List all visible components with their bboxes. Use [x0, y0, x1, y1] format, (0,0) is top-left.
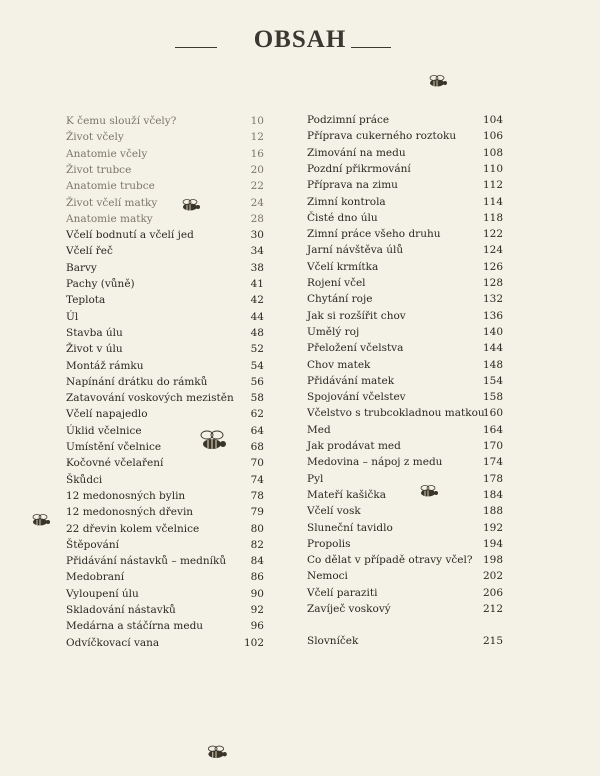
toc-entry-title: Odvíčkovací vana — [66, 636, 160, 649]
toc-entry-page: 30 — [250, 229, 264, 242]
toc-entry-title: Umístění včelnice — [66, 441, 162, 453]
toc-entry-title: Umělý roj — [307, 325, 360, 338]
toc-entry-page: 52 — [250, 343, 264, 356]
toc-entry-title: Včelí bodnutí a včelí jed — [66, 229, 194, 242]
toc-entry-page: 136 — [482, 309, 503, 322]
toc-entry — [66, 115, 264, 131]
toc-entry-page: 96 — [250, 620, 264, 633]
toc-entry-title: Včelstvo s trubcokladnou matkou — [307, 407, 485, 420]
toc-entry — [307, 326, 503, 342]
toc-entry-page: 12 — [250, 131, 264, 144]
toc-entry — [66, 392, 264, 408]
toc-entry — [66, 262, 264, 278]
toc-entry-page: 48 — [250, 326, 264, 339]
toc-entry — [66, 180, 264, 196]
toc-entry-page: 212 — [482, 603, 503, 615]
toc-entry-title: Vyloupení úlu — [66, 587, 139, 600]
toc-entry — [66, 637, 264, 653]
toc-entry-title: 22 dřevin kolem včelnice — [66, 522, 200, 535]
toc-entry-title: Montáž rámku — [66, 359, 144, 372]
toc-entry-page: 70 — [250, 457, 264, 470]
toc-entry — [66, 294, 264, 310]
toc-entry-page: 194 — [482, 537, 503, 550]
toc-entry — [66, 457, 264, 473]
toc-entry-title: Včelí napajedlo — [66, 408, 148, 421]
toc-entry — [66, 148, 264, 164]
toc-entry — [66, 213, 264, 229]
toc-entry-title: Příprava na zimu — [307, 179, 398, 192]
toc-entry-page: 108 — [482, 146, 503, 159]
toc-entry — [307, 130, 503, 146]
toc-entry-title: Medárna a stáčírna medu — [66, 620, 204, 633]
toc-entry-page: 34 — [250, 245, 264, 258]
toc-entry-title: Škůdci — [66, 473, 103, 486]
toc-entry-title: Medobraní — [66, 571, 125, 584]
toc-entry-title: Chytání roje — [307, 293, 373, 306]
toc-entry — [307, 522, 503, 538]
toc-entry-title: Sluneční tavidlo — [307, 521, 393, 534]
toc-entry-title: 12 medonosných dřevin — [66, 506, 194, 519]
toc-entry-page: 215 — [482, 635, 503, 648]
toc-entry-title: K čemu slouží včely? — [66, 115, 177, 127]
toc-entry-page: 16 — [250, 147, 264, 160]
toc-entry-page: 178 — [482, 472, 503, 485]
toc-entry-title: Život trubce — [66, 163, 132, 176]
toc-entry-page: 41 — [250, 278, 264, 290]
toc-entry — [66, 278, 264, 294]
toc-entry-page: 170 — [482, 440, 503, 452]
bee-icon — [416, 483, 440, 499]
toc-entry-page: 110 — [482, 162, 503, 175]
toc-entry-page: 78 — [250, 489, 264, 502]
toc-entry — [307, 505, 503, 521]
toc-entry — [307, 244, 503, 260]
toc-entry-page: 82 — [250, 538, 264, 551]
toc-entry — [307, 424, 503, 440]
toc-entry-title: Zimní kontrola — [307, 195, 386, 208]
bee-icon — [196, 428, 228, 454]
toc-entry — [66, 604, 264, 620]
toc-entry — [66, 327, 264, 343]
toc-entry — [307, 407, 503, 423]
toc-entry — [307, 179, 503, 195]
toc-entry-page: 62 — [250, 408, 264, 421]
toc-entry-title: Přidávání matek — [307, 374, 395, 387]
toc-entry-page: 124 — [482, 244, 503, 257]
toc-entry — [307, 163, 503, 179]
toc-entry — [66, 408, 264, 424]
toc-entry-title: Medovina – nápoj z medu — [307, 456, 443, 469]
toc-entry-title: Kočovné včelaření — [66, 457, 164, 470]
toc-entry — [307, 587, 503, 603]
toc-entry-title: Pyl — [307, 472, 324, 485]
toc-entry-page: 86 — [250, 571, 264, 584]
page-title: OBSAH — [253, 26, 347, 53]
toc-entry-page: 122 — [482, 228, 503, 241]
toc-entry-title: Pachy (vůně) — [66, 278, 135, 290]
toc-entry-title: Včelí vosk — [307, 505, 361, 518]
toc-entry-page: 206 — [482, 586, 503, 599]
toc-entry-page: 154 — [482, 374, 503, 387]
toc-entry — [66, 539, 264, 555]
toc-entry-title: Zatavování voskových mezistěn — [66, 392, 234, 405]
toc-entry — [307, 570, 503, 586]
toc-entry-page: 140 — [482, 325, 503, 338]
toc-entry-title: Přidávání nástavků – medníků — [66, 555, 227, 568]
toc-entry-page: 148 — [482, 358, 503, 371]
toc-entry-title: Mateří kašička — [307, 488, 387, 501]
toc-entry — [66, 229, 264, 245]
toc-entry-title: Zimní práce všeho druhu — [307, 228, 441, 241]
toc-entry — [307, 310, 503, 326]
toc-entry-page: 184 — [482, 488, 503, 501]
toc-entry — [307, 261, 503, 277]
toc-entry — [66, 425, 264, 441]
bee-icon — [425, 73, 449, 89]
toc-entry — [66, 311, 264, 327]
toc-entry — [66, 474, 264, 490]
toc-entry — [307, 212, 503, 228]
toc-entry-page: 118 — [482, 211, 503, 224]
toc-entry — [66, 506, 264, 522]
toc-entry-title: Med — [307, 423, 331, 436]
toc-entry-page: 54 — [250, 359, 264, 372]
toc-entry-page: 126 — [482, 260, 503, 273]
toc-entry — [307, 147, 503, 163]
toc-entry-title: Propolis — [307, 537, 351, 550]
toc-entry — [307, 489, 503, 505]
toc-entry-page: 160 — [482, 407, 503, 420]
bee-icon — [28, 512, 52, 528]
toc-entry-title: Co dělat v případě otravy včel? — [307, 554, 473, 567]
toc-entry-title: Život v úlu — [66, 343, 123, 356]
toc-entry-page: 74 — [250, 473, 264, 486]
toc-entry-title: Skladování nástavků — [66, 604, 176, 616]
toc-entry-page: 64 — [250, 424, 264, 437]
toc-entry-title: Včelí řeč — [66, 245, 113, 258]
toc-entry-page: 24 — [250, 196, 264, 209]
toc-entry-page: 28 — [250, 212, 264, 225]
toc-entry-page: 104 — [482, 114, 503, 126]
toc-entry — [66, 588, 264, 604]
toc-entry-title: Čisté dno úlu — [307, 211, 378, 224]
toc-entry-page: 80 — [250, 522, 264, 535]
toc-entry-title: Anatomie trubce — [66, 180, 155, 193]
toc-entry-title: Štěpování — [66, 538, 119, 551]
toc-entry — [307, 196, 503, 212]
toc-entry-page: 68 — [250, 441, 264, 453]
toc-entry — [307, 359, 503, 375]
toc-entry — [307, 391, 503, 407]
bee-icon — [203, 743, 229, 761]
toc-entry-page: 102 — [243, 636, 264, 649]
toc-entry-page: 202 — [482, 570, 503, 583]
toc-entry-page: 188 — [482, 505, 503, 518]
toc-entry — [66, 131, 264, 147]
toc-entry-page: 58 — [250, 392, 264, 405]
toc-entry-page: 92 — [250, 604, 264, 616]
toc-entry-page: 198 — [482, 554, 503, 567]
toc-entry-title: 12 medonosných bylin — [66, 489, 186, 502]
toc-entry-page: 114 — [482, 195, 503, 208]
toc-entry-title: Anatomie včely — [66, 147, 148, 160]
toc-entry-title: Spojování včelstev — [307, 391, 406, 404]
toc-entry-title: Zimování na medu — [307, 146, 406, 159]
toc-entry-page: 90 — [250, 587, 264, 600]
toc-entry — [66, 490, 264, 506]
toc-entry-title: Jarní návštěva úlů — [307, 244, 404, 257]
toc-entry-title: Stavba úlu — [66, 326, 123, 339]
toc-entry — [307, 375, 503, 391]
toc-entry-title: Včelí paraziti — [307, 586, 378, 599]
toc-entry-page: 164 — [482, 423, 503, 436]
toc-entry-title: Anatomie matky — [66, 212, 153, 225]
toc-entry-page: 158 — [482, 391, 503, 404]
toc-entry-title: Příprava cukerného roztoku — [307, 130, 457, 143]
toc-entry-page: 38 — [250, 261, 264, 274]
toc-entry-title: Zavíječ voskový — [307, 603, 391, 615]
toc-entry — [307, 440, 503, 456]
toc-entry-page: 10 — [250, 115, 264, 127]
toc-entry — [307, 635, 503, 651]
toc-entry-page: 84 — [250, 555, 264, 568]
toc-entry-title: Pozdní přikrmování — [307, 162, 411, 175]
toc-entry — [307, 114, 503, 130]
toc-entry-page: 56 — [250, 375, 264, 388]
toc-entry-title: Včelí krmítka — [307, 260, 379, 273]
toc-entry-title: Slovníček — [307, 635, 359, 648]
toc-entry — [66, 360, 264, 376]
toc-entry-title: Život včelí matky — [66, 196, 158, 209]
toc-entry-title: Úl — [66, 310, 79, 323]
toc-entry — [66, 523, 264, 539]
toc-entry-page: 112 — [482, 179, 503, 192]
toc-entry-title: Jak prodávat med — [307, 440, 401, 452]
toc-entry-title: Napínání drátku do rámků — [66, 375, 208, 388]
toc-entry — [307, 603, 503, 619]
toc-entry — [66, 571, 264, 587]
toc-entry — [307, 277, 503, 293]
toc-entry — [307, 456, 503, 472]
toc-entry-page: 42 — [250, 294, 264, 307]
toc-entry — [307, 473, 503, 489]
toc-entry-page: 174 — [482, 456, 503, 469]
toc-entry-title: Chov matek — [307, 358, 371, 371]
toc-entry-title: Teplota — [66, 294, 106, 307]
toc-entry — [307, 228, 503, 244]
toc-entry-title: Přeložení včelstva — [307, 342, 404, 355]
toc-entry-title: Nemoci — [307, 570, 348, 583]
toc-entry — [66, 197, 264, 213]
toc-entry-page: 106 — [482, 130, 503, 143]
toc-entry — [66, 376, 264, 392]
title-rule-left — [175, 47, 217, 48]
toc-entry-title: Podzimní práce — [307, 114, 390, 126]
toc-entry — [307, 538, 503, 554]
toc-entry — [66, 555, 264, 571]
title-rule-right — [351, 47, 391, 48]
toc-entry — [66, 245, 264, 261]
toc-entry-title: Rojení včel — [307, 277, 366, 289]
toc-entry-title: Jak si rozšířit chov — [307, 309, 406, 322]
toc-entry-page: 192 — [482, 521, 503, 534]
toc-entry-title: Úklid včelnice — [66, 424, 142, 437]
toc-entry-page: 79 — [250, 506, 264, 519]
toc-entry-page: 22 — [250, 180, 264, 193]
toc-entry — [66, 343, 264, 359]
page-header — [0, 26, 600, 54]
bee-icon — [178, 197, 202, 213]
toc-entry-page: 132 — [482, 293, 503, 306]
toc-entry — [66, 620, 264, 636]
toc-entry — [307, 293, 503, 309]
toc-entry-page: 144 — [482, 342, 503, 355]
toc-entry-title: Život včely — [66, 131, 124, 144]
toc-entry-page: 20 — [250, 163, 264, 176]
toc-entry — [66, 164, 264, 180]
toc-entry — [307, 342, 503, 358]
toc-entry-title: Barvy — [66, 261, 97, 274]
toc-entry — [307, 554, 503, 570]
toc-entry-page: 128 — [482, 277, 503, 289]
toc-entry — [66, 441, 264, 457]
toc-entry-page: 44 — [250, 310, 264, 323]
